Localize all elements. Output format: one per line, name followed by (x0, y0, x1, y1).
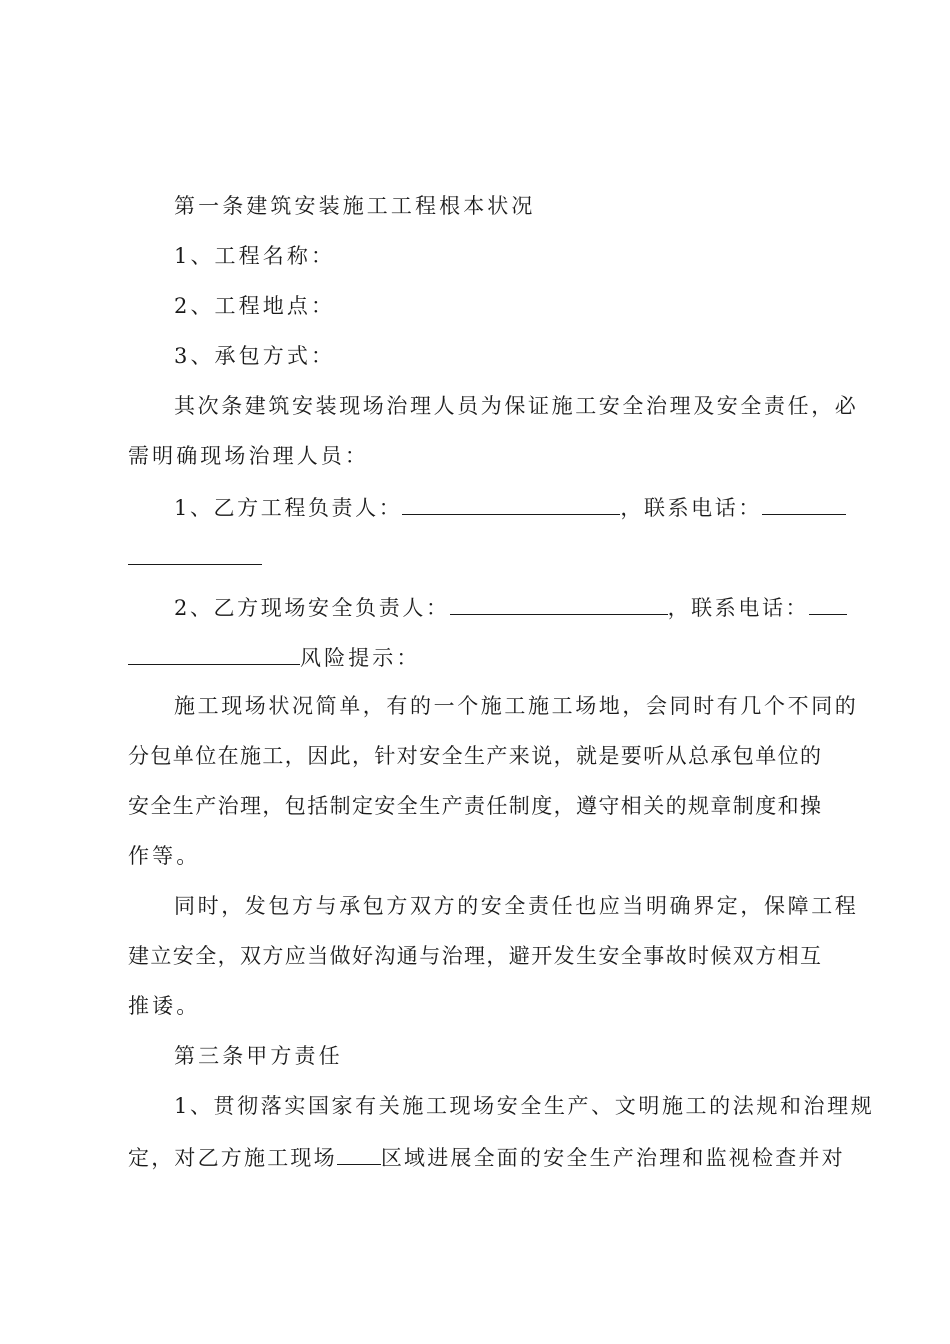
safety-manager-blank (450, 594, 668, 615)
safety-manager-label: 2、乙方现场安全负责人： (174, 596, 450, 620)
article-1-heading: 第一条建筑安装施工工程根本状况 (174, 194, 536, 218)
article-3-item-1-line-1: 1、贯彻落实国家有关施工现场安全生产、文明施工的法规和治理规 (174, 1094, 875, 1118)
risk-paragraph-line-2: 分包单位在施工，因此，针对安全生产来说，就是要听从总承包单位的 (128, 744, 823, 768)
contract-method-item: 3、承包方式： (174, 344, 336, 368)
contractor-manager-blank (402, 494, 620, 515)
contractor-phone-blank-cont-row (128, 544, 838, 570)
article-3-heading: 第三条甲方责任 (174, 1044, 343, 1068)
contractor-manager-row (174, 494, 838, 520)
project-location-item: 2、工程地点： (174, 294, 336, 318)
safety-phone-blank-cont (128, 644, 300, 665)
article-3-item-1-line-2 (128, 1144, 845, 1170)
responsibility-paragraph-line-2: 建立安全，双方应当做好沟通与治理，避开发生安全事故时候双方相互 (128, 944, 823, 968)
risk-paragraph-line-3: 安全生产治理，包括制定安全生产责任制度，遵守相关的规章制度和操 (128, 794, 823, 818)
risk-paragraph-line-1: 施工现场状况简单，有的一个施工施工场地，会同时有几个不同的 (174, 694, 859, 718)
area-blank (337, 1144, 381, 1165)
safety-phone-label: ，联系电话： (667, 596, 810, 620)
contractor-phone-blank-cont (128, 544, 262, 565)
risk-paragraph-line-4: 作等。 (128, 844, 201, 868)
contractor-phone-blank (762, 494, 846, 515)
safety-manager-row (174, 594, 838, 620)
project-name-item: 1、工程名称： (174, 244, 336, 268)
responsibility-paragraph-line-3: 推诿。 (128, 994, 201, 1018)
risk-tip-label: 风险提示： (300, 646, 421, 670)
contractor-phone-label: ，联系电话： (620, 496, 762, 520)
responsibility-paragraph-line-1: 同时，发包方与承包方双方的安全责任也应当明确界定，保障工程 (174, 894, 859, 918)
risk-tip-row (128, 644, 838, 670)
article-3-item-1-text-a: 定，对乙方施工现场 (128, 1146, 337, 1170)
article-2-heading-cont: 需明确现场治理人员： (128, 444, 369, 468)
safety-phone-blank (809, 594, 847, 615)
contractor-manager-label: 1、乙方工程负责人： (174, 496, 403, 520)
article-2-heading: 其次条建筑安装现场治理人员为保证施工安全治理及安全责任，必 (174, 394, 859, 418)
article-3-item-1-text-b: 区域进展全面的安全生产治理和监视检查并对 (380, 1146, 845, 1170)
